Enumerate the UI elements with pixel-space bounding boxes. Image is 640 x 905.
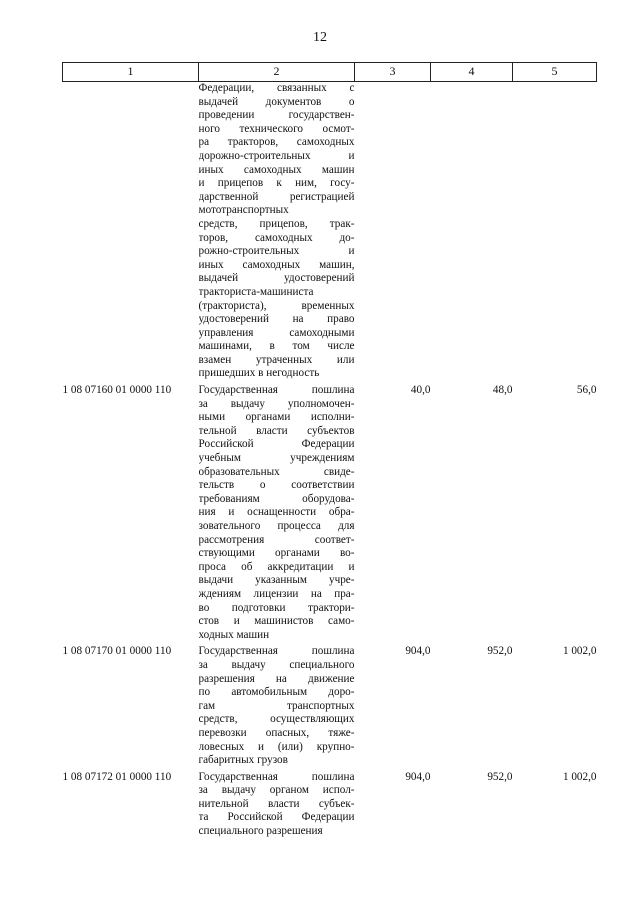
amount-col-3: 904,0 — [405, 770, 431, 783]
description-line: ствующими органами во- — [198, 547, 355, 560]
description-line: гам транспортных — [198, 699, 355, 712]
description-line: специального разрешения — [198, 825, 323, 838]
description-line: ходных машин — [198, 628, 270, 641]
table-row — [63, 82, 597, 382]
fee-description — [199, 82, 355, 382]
amount-col-3: 40,0 — [410, 384, 431, 397]
table-row — [63, 771, 597, 839]
budget-code: 1 08 07170 01 0000 110 — [62, 645, 172, 658]
budget-code: 1 08 07172 01 0000 110 — [62, 770, 172, 783]
amount-col-4: 952,0 — [487, 645, 513, 658]
description-line: и прицепов к ним, госу- — [198, 177, 355, 190]
description-line: ра тракторов, самоходных — [198, 136, 355, 149]
description-line: нительной власти субъек- — [198, 797, 355, 810]
description-line: требованиям оборудова- — [198, 492, 355, 505]
description-line: ными органами исполни- — [198, 411, 355, 424]
description-line: Государственная пошлина — [198, 384, 355, 397]
description-line: ного технического осмот- — [198, 122, 355, 135]
description-line: взамен утраченных или — [198, 353, 355, 366]
description-line: ния и оснащенности обра- — [198, 506, 355, 519]
description-line: проса об аккредитации и — [198, 560, 355, 573]
description-line: учебным учреждениям — [198, 452, 355, 465]
amount-col-5 — [513, 82, 597, 382]
description-line: машинами, в том числе — [198, 340, 355, 353]
header-col-1: 1 — [63, 63, 199, 82]
table-body — [63, 82, 597, 839]
description-line: разрешения на движение — [198, 672, 355, 685]
description-line: средств, осуществляющих — [198, 713, 355, 726]
page-number: 12 — [313, 30, 327, 45]
description-line: Российской Федерации — [198, 438, 355, 451]
amount-col-5: 1 002,0 — [562, 770, 597, 783]
description-line: ждениям лицензии на пра- — [198, 587, 355, 600]
description-line: выдачи указанным учре- — [198, 574, 355, 587]
amount-col-4 — [431, 82, 513, 382]
amount-col-5: 1 002,0 — [562, 645, 597, 658]
description-line: рожно-строительных и — [198, 245, 355, 258]
description-line: дарственной регистрацией — [198, 190, 355, 203]
fee-table — [62, 62, 597, 839]
budget-code — [63, 82, 199, 382]
description-line: пришедших в негодность — [198, 367, 320, 380]
description-line: управления самоходными — [198, 326, 355, 339]
description-line: стов и машинистов само- — [198, 615, 355, 628]
description-line: за выдачу специального — [198, 658, 355, 671]
description-line: во подготовки трактори- — [198, 601, 355, 614]
description-line: проведении государствен- — [198, 109, 355, 122]
header-col-5: 5 — [513, 63, 597, 82]
amount-col-4: 952,0 — [487, 770, 513, 783]
fee-description — [199, 384, 355, 642]
header-col-4: 4 — [431, 63, 513, 82]
description-line: за выдачу уполномочен- — [198, 397, 355, 410]
description-line: дорожно-строительных и — [198, 149, 355, 162]
description-line: тельной власти субъектов — [198, 424, 355, 437]
description-line: зовательного процесса для — [198, 520, 355, 532]
fee-description — [199, 645, 355, 767]
description-line: торов, самоходных до- — [198, 231, 355, 244]
description-line: по автомобильным доро- — [198, 686, 355, 699]
description-line: выдачей документов о — [198, 95, 355, 108]
description-line: иных самоходных машин, — [198, 258, 355, 271]
amount-col-3: 904,0 — [405, 645, 431, 658]
description-line: ловесных и (или) крупно- — [198, 740, 355, 753]
description-line: Федерации, связанных с — [198, 82, 355, 94]
description-line: за выдачу органом испол- — [198, 784, 355, 797]
description-line: мототранспортных — [198, 204, 289, 217]
description-line: выдачей удостоверений — [198, 272, 355, 285]
description-line: иных самоходных машин — [198, 163, 355, 176]
description-line: тельств о соответствии — [198, 479, 355, 492]
description-line: та Российской Федерации — [198, 811, 355, 824]
header-row — [63, 63, 597, 82]
description-line: средств, прицепов, трак- — [198, 217, 355, 230]
description-line: Государственная пошлина — [198, 645, 355, 658]
table-row — [63, 384, 597, 642]
description-line: удостоверений на право — [198, 313, 355, 326]
description-line: перевозки опасных, тяже- — [198, 726, 355, 739]
header-col-2: 2 — [199, 63, 355, 82]
description-line: образовательных свиде- — [198, 465, 355, 478]
fee-description — [199, 771, 355, 839]
description-line: габаритных грузов — [198, 754, 288, 767]
amount-col-5: 56,0 — [576, 384, 597, 397]
table-row — [63, 645, 597, 767]
description-line: тракториста-машиниста — [198, 285, 314, 298]
budget-code: 1 08 07160 01 0000 110 — [62, 384, 172, 397]
amount-col-4: 48,0 — [492, 384, 513, 397]
description-line: (тракториста), временных — [198, 299, 355, 312]
description-line: Государственная пошлина — [198, 770, 355, 783]
amount-col-3 — [355, 82, 431, 382]
header-col-3: 3 — [355, 63, 431, 82]
description-line: рассмотрения соответ- — [198, 533, 355, 546]
